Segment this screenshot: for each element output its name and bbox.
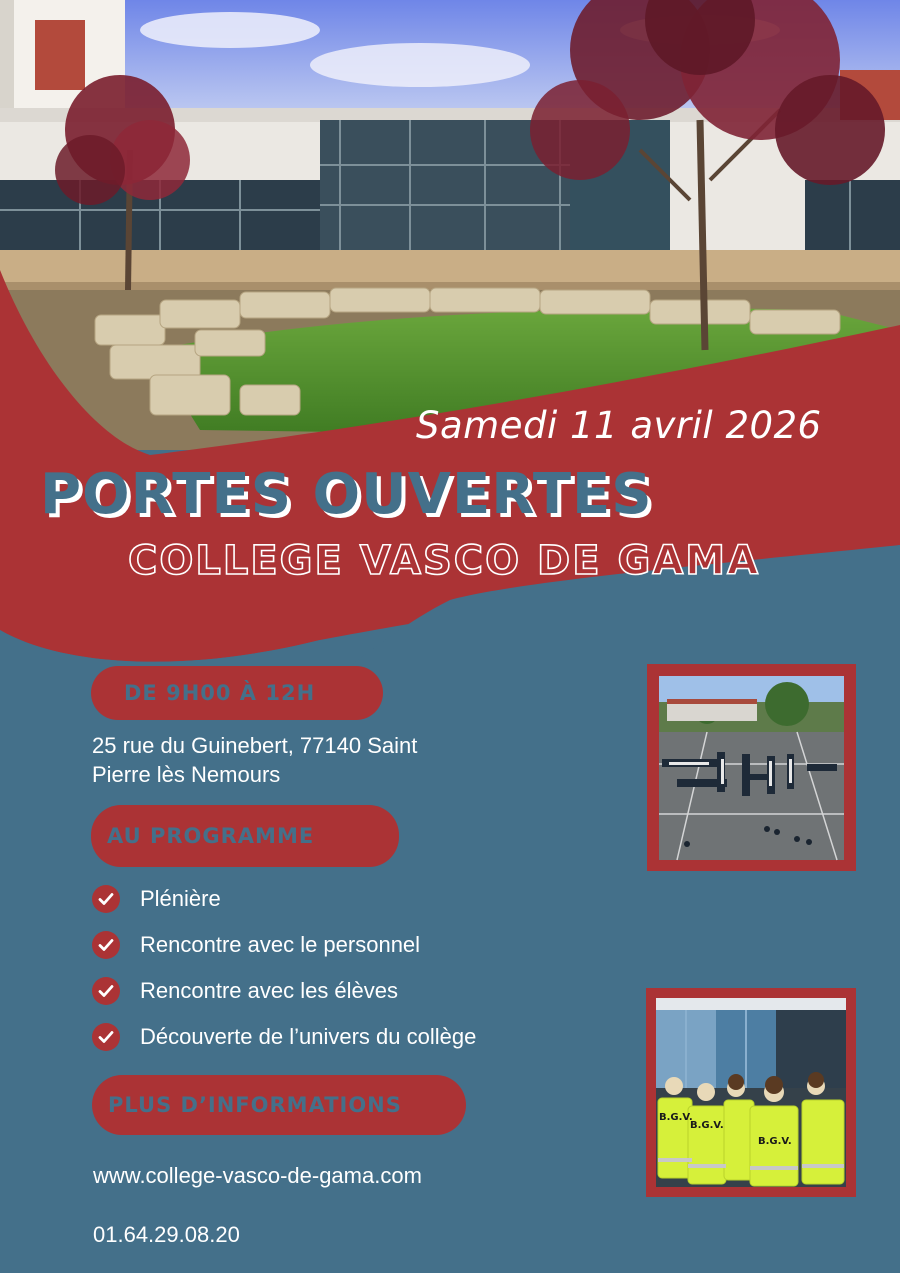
event-date: Samedi 11 avril 2026 — [416, 404, 822, 447]
list-item — [92, 876, 612, 922]
website-link[interactable]: www.college-vasco-de-gama.com — [93, 1163, 422, 1188]
list-item-label: Plénière — [140, 886, 221, 911]
list-item-label: Découverte de l’univers du collège — [140, 1024, 477, 1049]
photo-schoolyard — [647, 664, 856, 871]
vest-label: B.G.V. — [758, 1136, 792, 1147]
list-item — [92, 922, 612, 968]
checkmark-icon — [92, 885, 120, 913]
checkmark-icon — [92, 931, 120, 959]
program-heading: AU PROGRAMME — [91, 805, 399, 867]
address-line-1: 25 rue du Guinebert, 77140 Saint — [92, 733, 418, 758]
vest-label: B.G.V. — [690, 1120, 724, 1131]
checkmark-icon — [92, 977, 120, 1005]
program-list — [92, 876, 612, 1060]
page-title: PORTES OUVERTES — [40, 462, 653, 527]
list-item — [92, 1014, 612, 1060]
address-line-2: Pierre lès Nemours — [92, 762, 281, 787]
list-item — [92, 968, 612, 1014]
list-item-label: Rencontre avec le personnel — [140, 932, 421, 957]
vest-label: B.G.V. — [659, 1112, 693, 1123]
school-name: COLLEGE VASCO DE GAMA — [128, 538, 761, 584]
phone-number: 01.64.29.08.20 — [93, 1222, 240, 1247]
hours-badge: DE 9H00 À 12H — [91, 666, 383, 720]
list-item-label: Rencontre avec les élèves — [140, 978, 399, 1003]
photo-students-vests — [646, 988, 856, 1197]
checkmark-icon — [92, 1023, 120, 1051]
info-heading: PLUS D’INFORMATIONS — [92, 1075, 466, 1135]
